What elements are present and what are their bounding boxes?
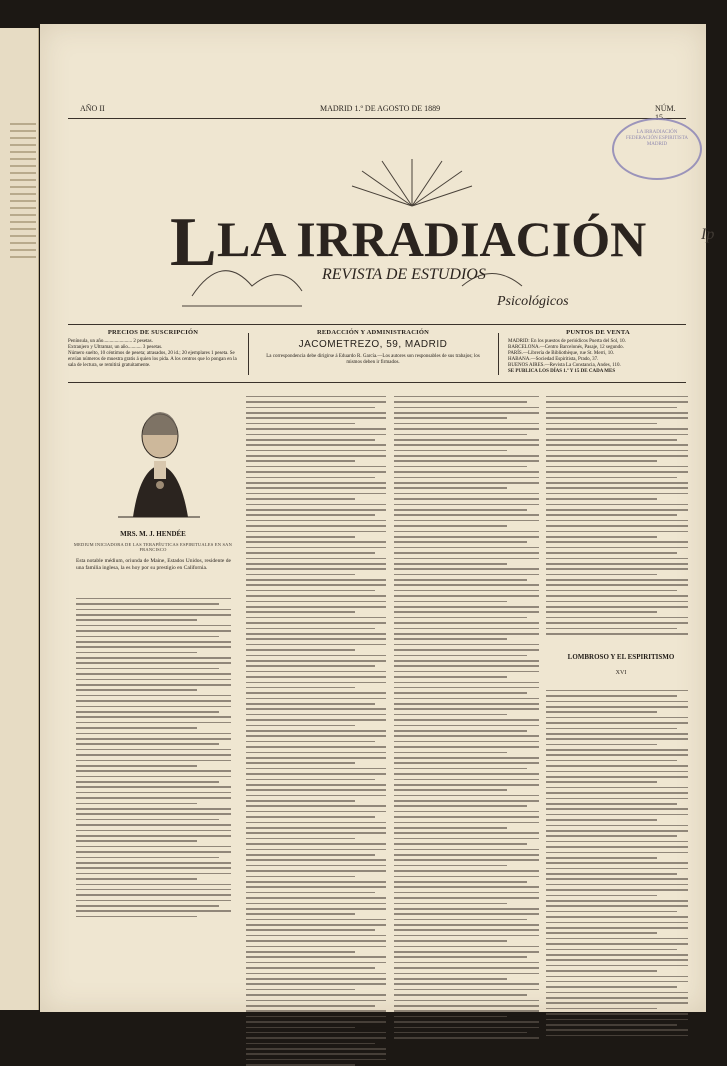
portrait [100,403,222,523]
administration-box [258,329,488,381]
masthead-title-initial: L [170,204,217,281]
sales-line-4: HABANA.—Sociedad Espiritista, Prado, 37. [508,357,599,362]
subscription-line-2: Extranjero y Ultramar, un año........... 3 pesetas. [68,345,163,350]
issue-date: MADRID 1.º DE AGOSTO DE 1889 [320,104,441,113]
info-separator-2 [498,333,499,375]
sales-title: PUNTOS DE VENTA [566,329,630,336]
masthead [162,141,647,313]
article-text-column-2 [246,389,386,1066]
article-intro: Esta notable médium, oriunda de Maine, Estados Unidos, residente de una familia inglesa, la es hoy por su prestigio en California. [76,558,231,571]
top-rule [68,118,686,119]
subscription-line-3: Número suelto, 10 céntimos de peseta; atrasados, 20 id.; 20 ejemplares 1 peseta. Se envían números de muestra gratis á quien los pida. A los centros que lo pongan en la sala de lectura, se remitirá gratuitamente. [68,351,237,368]
masthead-subtitle: REVISTA DE ESTUDIOS [322,266,486,283]
stamp-line-2: FEDERACIÓN ESPIRITISTA [626,136,688,141]
administration-note: La correspondencia debe dirigirse á Eduardo R. García.—Los autores son responsables de sus trabajos; los mismos deben ir firmados. [266,354,480,365]
column-1 [68,389,238,999]
masthead-art [162,141,647,313]
publication-days: SE PUBLICA LOS DÍAS 1.º Y 15 DE CADA MES [508,369,616,374]
newspaper-page [40,24,715,1012]
issue-year: AÑO II [80,104,105,113]
column-4 [546,389,688,999]
information-band [68,329,688,381]
issue-number: NÚM. [655,104,676,113]
portrait-illustration [100,403,222,523]
info-bottom-rule [68,382,686,383]
administration-address: JACOMETREZO, 59, MADRID [298,339,448,350]
stamp-line-3: MADRID [646,142,668,147]
stamp-line-1: LA IRRADIACIÓN [636,130,678,135]
column-2 [246,389,386,999]
subscription-title: PRECIOS DE SUSCRIPCIÓN [107,329,199,336]
article-content [68,389,688,999]
library-stamp [612,118,702,180]
subscription-line-1: Península, un año....................... 2 pesetas. [68,339,153,344]
portrait-subcaption: MEDIUM INICIADORA DE LAS TERAPÉUTICAS ESPIRITUALES EN SAN FRANCISCO [73,542,233,552]
article-text-column-1 [76,594,231,921]
column-3 [394,389,539,999]
sales-box [508,329,688,381]
article-text-column-3 [394,389,539,1039]
article-text-column-4-bottom [546,686,688,1040]
sales-line-3: PARÍS.—Librería de Bibliothèque, rue St. Merri, 10. [508,351,615,356]
sales-line-2: BARCELONA.—Centro Barcelonés, Pasaje, 12 segundo. [508,345,624,350]
previous-page-edge [0,28,39,1010]
masthead-subtitle-2: Psicológicos [497,294,569,309]
sales-line-1: MADRID: En los puestos de periódicos Puerta del Sol, 10. [508,339,626,344]
sales-line-5: BUENOS AIRES.—Revista La Constancia, Andes, 110. [508,363,621,368]
section-title: LOMBROSO Y EL ESPIRITISMO [567,653,675,661]
handwritten-mark: Ip [701,226,715,243]
info-top-rule [68,324,686,325]
subscription-box [68,329,238,381]
administration-title: REDACCIÓN Y ADMINISTRACIÓN [317,329,429,336]
info-separator-1 [248,333,249,375]
portrait-caption: MRS. M. J. HENDÉE [120,530,186,538]
section-number: XVI [615,670,627,676]
article-text-column-4-top [546,389,688,635]
masthead-title: LA IRRADIACIÓN [217,211,647,267]
